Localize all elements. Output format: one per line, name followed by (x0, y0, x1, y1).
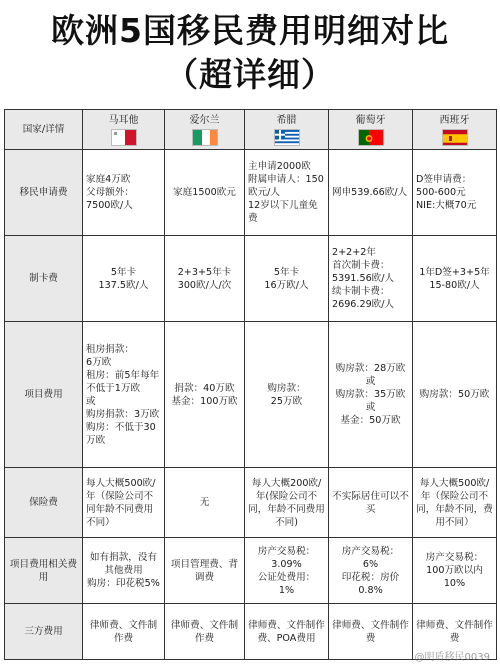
table-row (5, 468, 497, 538)
table-cell: 房产交易税： 100万欧以内10% (413, 538, 497, 604)
table-cell: 5年卡 16万欧/人 (245, 236, 329, 322)
country-name: 希腊 (276, 114, 297, 126)
country-name: 马耳他 (108, 114, 139, 126)
malta-flag-icon (111, 129, 137, 146)
table-row (5, 538, 497, 604)
country-name: 葡萄牙 (355, 114, 386, 126)
country-header-malta (83, 110, 165, 150)
table-cell: 房产交易税： 3.09% 公证处费用： 1% (245, 538, 329, 604)
table-cell: 律师费、文件制作费 (165, 604, 245, 660)
row-label: 移民申请费 (5, 150, 83, 236)
page-title: 欧洲5国移民费用明细对比 (51, 11, 449, 50)
table-cell: 网申539.66欧/人 (329, 150, 413, 236)
table-cell: 无 (165, 468, 245, 538)
country-header-spain (413, 110, 497, 150)
table-cell: 不实际居住可以不买 (329, 468, 413, 538)
table-cell: 每人大概500欧/年（保险公司不同，年龄不同，费用不同） (413, 468, 497, 538)
page-subtitle: （超详细） (165, 55, 335, 94)
watermark: @明盾移民0039 (414, 652, 490, 663)
corner-header: 国家/详情 (5, 110, 83, 150)
country-header-portugal (329, 110, 413, 150)
table-cell: 5年卡 137.5欧/人 (83, 236, 165, 322)
country-name: 西班牙 (439, 114, 470, 126)
table-cell: 律师费、文件制作费 (329, 604, 413, 660)
row-label: 三方费用 (5, 604, 83, 660)
table-cell: 捐款：40万欧 基金：100万欧 (165, 322, 245, 468)
row-label: 项目费用相关费用 (5, 538, 83, 604)
table-cell: 家庭1500欧元 (165, 150, 245, 236)
table-cell: 1年D签+3+5年 15-80欧/人 (413, 236, 497, 322)
table-row (5, 236, 497, 322)
table-cell: 主申请2000欧 附属申请人：150欧元/人 12岁以下儿童免费 (245, 150, 329, 236)
row-label: 项目费用 (5, 322, 83, 468)
comparison-table (4, 109, 497, 660)
table-cell: 每人大概500欧/年（保险公司不同年龄不同费用不同） (83, 468, 165, 538)
table-cell: 律师费、文件制作费 (413, 604, 497, 660)
table-cell: 购房款： 25万欧 (245, 322, 329, 468)
table-cell: D签申请费：500-600元 NIE:大概70元 (413, 150, 497, 236)
country-header-ireland (165, 110, 245, 150)
row-label: 制卡费 (5, 236, 83, 322)
table-cell: 房产交易税： 6% 印花税：房价0.8% (329, 538, 413, 604)
table-cell: 购房款：50万欧 (413, 322, 497, 468)
table-cell: 2+2+2年 首次制卡费：5391.56欧/人 续卡制卡费：2696.29欧/人 (329, 236, 413, 322)
greece-flag-icon (274, 129, 300, 146)
table-cell: 项目管理费、背调费 (165, 538, 245, 604)
spain-flag-icon (442, 129, 468, 146)
portugal-flag-icon (358, 129, 384, 146)
table-row (5, 150, 497, 236)
table-cell: 律师费、文件制作费、POA费用 (245, 604, 329, 660)
table-cell: 每人大概200欧/年(保险公司不同，年龄不同费用不同) (245, 468, 329, 538)
table-cell: 租房捐款： 6万欧 租房：前5年每年不低于1万欧 或 购房捐款：3万欧 购房：不低于30万欧 (83, 322, 165, 468)
country-header-greece (245, 110, 329, 150)
country-name: 爱尔兰 (189, 114, 220, 126)
ireland-flag-icon (192, 129, 218, 146)
table-row (5, 322, 497, 468)
table-cell: 2+3+5年卡 300欧/人/次 (165, 236, 245, 322)
header-row (5, 110, 497, 150)
row-label: 保险费 (5, 468, 83, 538)
table-cell: 律师费、文件制作费 (83, 604, 165, 660)
table-cell: 如有捐款，没有其他费用 购房：印花税5% (83, 538, 165, 604)
table-cell: 家庭4万欧 父母额外： 7500欧/人 (83, 150, 165, 236)
table-cell: 购房款：28万欧 或 购房款：35万欧 或 基金：50万欧 (329, 322, 413, 468)
